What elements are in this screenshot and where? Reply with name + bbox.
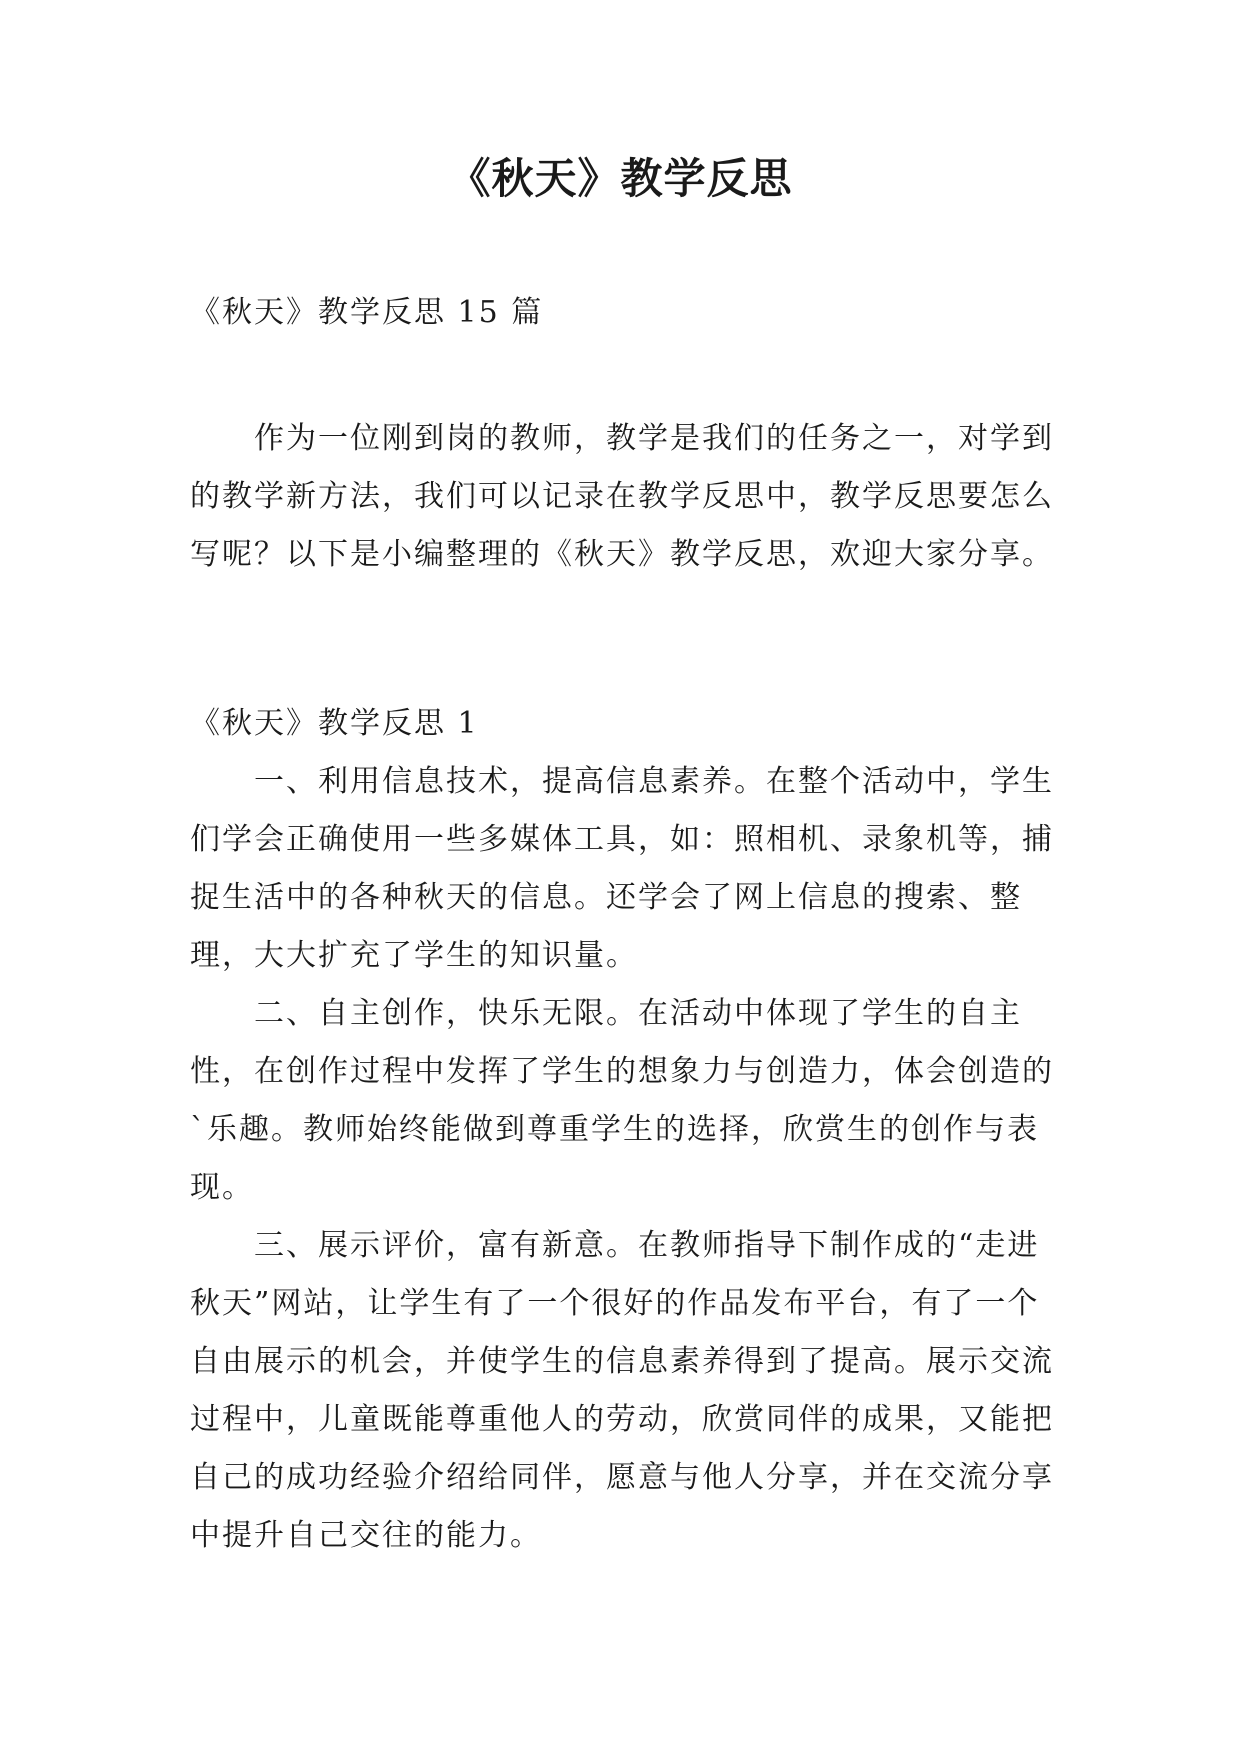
intro-paragraph: 作为一位刚到岗的教师，教学是我们的任务之一，对学到的教学新方法，我们可以记录在教学反思中，教学反思要怎么写呢？以下是小编整理的《秋天》教学反思，欢迎大家分享。 [190, 421, 1054, 572]
document-title: 《秋天》教学反思 [448, 154, 793, 203]
section-paragraph-2: 二、自主创作，快乐无限。在活动中体现了学生的自主性，在创作过程中发挥了学生的想象力与创造力，体会创造的`乐趣。教师始终能做到尊重学生的选择，欣赏生的创作与表现。 [190, 996, 1054, 1205]
section-paragraph-3: 三、展示评价，富有新意。在教师指导下制作成的“走进秋天”网站，让学生有了一个很好的作品发布平台，有了一个自由展示的机会，并使学生的信息素养得到了提高。展示交流过程中，儿童既能尊重他人的劳动，欣赏同伴的成果，又能把自己的成功经验介绍给同伴，愿意与他人分享，并在交流分享中提升自己交往的能力。 [190, 1228, 1054, 1553]
section-1 [190, 695, 1058, 1565]
section-heading: 《秋天》教学反思 1 [190, 706, 479, 741]
document-subtitle: 《秋天》教学反思 15 篇 [190, 295, 544, 330]
section-paragraph-1: 一、利用信息技术，提高信息素养。在整个活动中，学生们学会正确使用一些多媒体工具，如：照相机、录象机等，捕捉生活中的各种秋天的信息。还学会了网上信息的搜索、整理，大大扩充了学生的知识量。 [190, 764, 1054, 973]
